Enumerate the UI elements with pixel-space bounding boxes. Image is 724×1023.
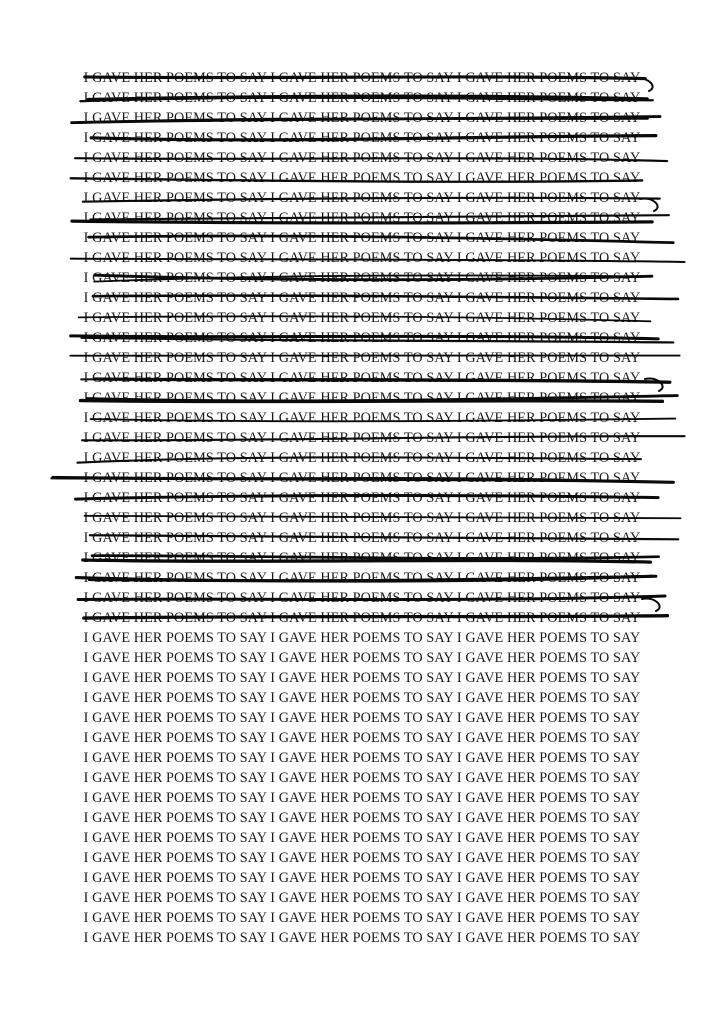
poem-line: I GAVE HER POEMS TO SAY I GAVE HER POEMS TO SAY I GAVE HER POEMS TO SAY [83, 830, 641, 846]
poem-line: I GAVE HER POEMS TO SAY I GAVE HER POEMS TO SAY I GAVE HER POEMS TO SAY [83, 370, 641, 386]
poem-line: I GAVE HER POEMS TO SAY I GAVE HER POEMS TO SAY I GAVE HER POEMS TO SAY [83, 530, 641, 546]
poem-line: I GAVE HER POEMS TO SAY I GAVE HER POEMS TO SAY I GAVE HER POEMS TO SAY [83, 190, 641, 206]
poem-line: I GAVE HER POEMS TO SAY I GAVE HER POEMS TO SAY I GAVE HER POEMS TO SAY [83, 510, 641, 526]
poem-line: I GAVE HER POEMS TO SAY I GAVE HER POEMS TO SAY I GAVE HER POEMS TO SAY [83, 570, 641, 586]
poem-line: I GAVE HER POEMS TO SAY I GAVE HER POEMS TO SAY I GAVE HER POEMS TO SAY [83, 250, 641, 266]
poem-line: I GAVE HER POEMS TO SAY I GAVE HER POEMS TO SAY I GAVE HER POEMS TO SAY [83, 650, 641, 666]
poem-line: I GAVE HER POEMS TO SAY I GAVE HER POEMS TO SAY I GAVE HER POEMS TO SAY [83, 450, 641, 466]
poem-line: I GAVE HER POEMS TO SAY I GAVE HER POEMS TO SAY I GAVE HER POEMS TO SAY [83, 550, 641, 566]
poem-body [0, 68, 724, 948]
poem-line: I GAVE HER POEMS TO SAY I GAVE HER POEMS TO SAY I GAVE HER POEMS TO SAY [83, 930, 641, 946]
poem-line: I GAVE HER POEMS TO SAY I GAVE HER POEMS TO SAY I GAVE HER POEMS TO SAY [83, 210, 641, 226]
poem-line: I GAVE HER POEMS TO SAY I GAVE HER POEMS TO SAY I GAVE HER POEMS TO SAY [83, 770, 641, 786]
poem-line: I GAVE HER POEMS TO SAY I GAVE HER POEMS TO SAY I GAVE HER POEMS TO SAY [83, 430, 641, 446]
poem-line: I GAVE HER POEMS TO SAY I GAVE HER POEMS TO SAY I GAVE HER POEMS TO SAY [83, 630, 641, 646]
poem-line: I GAVE HER POEMS TO SAY I GAVE HER POEMS TO SAY I GAVE HER POEMS TO SAY [83, 850, 641, 866]
poem-line: I GAVE HER POEMS TO SAY I GAVE HER POEMS TO SAY I GAVE HER POEMS TO SAY [83, 130, 641, 146]
poem-line: I GAVE HER POEMS TO SAY I GAVE HER POEMS TO SAY I GAVE HER POEMS TO SAY [83, 690, 641, 706]
poem-line: I GAVE HER POEMS TO SAY I GAVE HER POEMS TO SAY I GAVE HER POEMS TO SAY [83, 490, 641, 506]
poem-line: I GAVE HER POEMS TO SAY I GAVE HER POEMS TO SAY I GAVE HER POEMS TO SAY [83, 350, 641, 366]
poem-line: I GAVE HER POEMS TO SAY I GAVE HER POEMS TO SAY I GAVE HER POEMS TO SAY [83, 870, 641, 886]
poem-line: I GAVE HER POEMS TO SAY I GAVE HER POEMS TO SAY I GAVE HER POEMS TO SAY [83, 790, 641, 806]
poem-line: I GAVE HER POEMS TO SAY I GAVE HER POEMS TO SAY I GAVE HER POEMS TO SAY [83, 810, 641, 826]
poem-line: I GAVE HER POEMS TO SAY I GAVE HER POEMS TO SAY I GAVE HER POEMS TO SAY [83, 750, 641, 766]
poem-line: I GAVE HER POEMS TO SAY I GAVE HER POEMS TO SAY I GAVE HER POEMS TO SAY [83, 330, 641, 346]
poem-line: I GAVE HER POEMS TO SAY I GAVE HER POEMS TO SAY I GAVE HER POEMS TO SAY [83, 590, 641, 606]
poem-line: I GAVE HER POEMS TO SAY I GAVE HER POEMS TO SAY I GAVE HER POEMS TO SAY [83, 910, 641, 926]
poem-line: I GAVE HER POEMS TO SAY I GAVE HER POEMS TO SAY I GAVE HER POEMS TO SAY [83, 310, 641, 326]
poem-line: I GAVE HER POEMS TO SAY I GAVE HER POEMS TO SAY I GAVE HER POEMS TO SAY [83, 270, 641, 286]
poem-line: I GAVE HER POEMS TO SAY I GAVE HER POEMS TO SAY I GAVE HER POEMS TO SAY [83, 170, 641, 186]
poem-line: I GAVE HER POEMS TO SAY I GAVE HER POEMS TO SAY I GAVE HER POEMS TO SAY [83, 150, 641, 166]
poem-line: I GAVE HER POEMS TO SAY I GAVE HER POEMS TO SAY I GAVE HER POEMS TO SAY [83, 670, 641, 686]
poem-line: I GAVE HER POEMS TO SAY I GAVE HER POEMS TO SAY I GAVE HER POEMS TO SAY [83, 730, 641, 746]
poem-line: I GAVE HER POEMS TO SAY I GAVE HER POEMS TO SAY I GAVE HER POEMS TO SAY [83, 470, 641, 486]
poem-line: I GAVE HER POEMS TO SAY I GAVE HER POEMS TO SAY I GAVE HER POEMS TO SAY [83, 390, 641, 406]
poem-line: I GAVE HER POEMS TO SAY I GAVE HER POEMS TO SAY I GAVE HER POEMS TO SAY [83, 710, 641, 726]
poem-line: I GAVE HER POEMS TO SAY I GAVE HER POEMS TO SAY I GAVE HER POEMS TO SAY [83, 90, 641, 106]
poem-line: I GAVE HER POEMS TO SAY I GAVE HER POEMS TO SAY I GAVE HER POEMS TO SAY [83, 410, 641, 426]
poem-line: I GAVE HER POEMS TO SAY I GAVE HER POEMS TO SAY I GAVE HER POEMS TO SAY [83, 70, 641, 86]
poem-line: I GAVE HER POEMS TO SAY I GAVE HER POEMS TO SAY I GAVE HER POEMS TO SAY [83, 610, 641, 626]
poem-line: I GAVE HER POEMS TO SAY I GAVE HER POEMS TO SAY I GAVE HER POEMS TO SAY [83, 230, 641, 246]
poem-line: I GAVE HER POEMS TO SAY I GAVE HER POEMS TO SAY I GAVE HER POEMS TO SAY [83, 890, 641, 906]
poem-line: I GAVE HER POEMS TO SAY I GAVE HER POEMS TO SAY I GAVE HER POEMS TO SAY [83, 110, 641, 126]
poem-line: I GAVE HER POEMS TO SAY I GAVE HER POEMS TO SAY I GAVE HER POEMS TO SAY [83, 290, 641, 306]
